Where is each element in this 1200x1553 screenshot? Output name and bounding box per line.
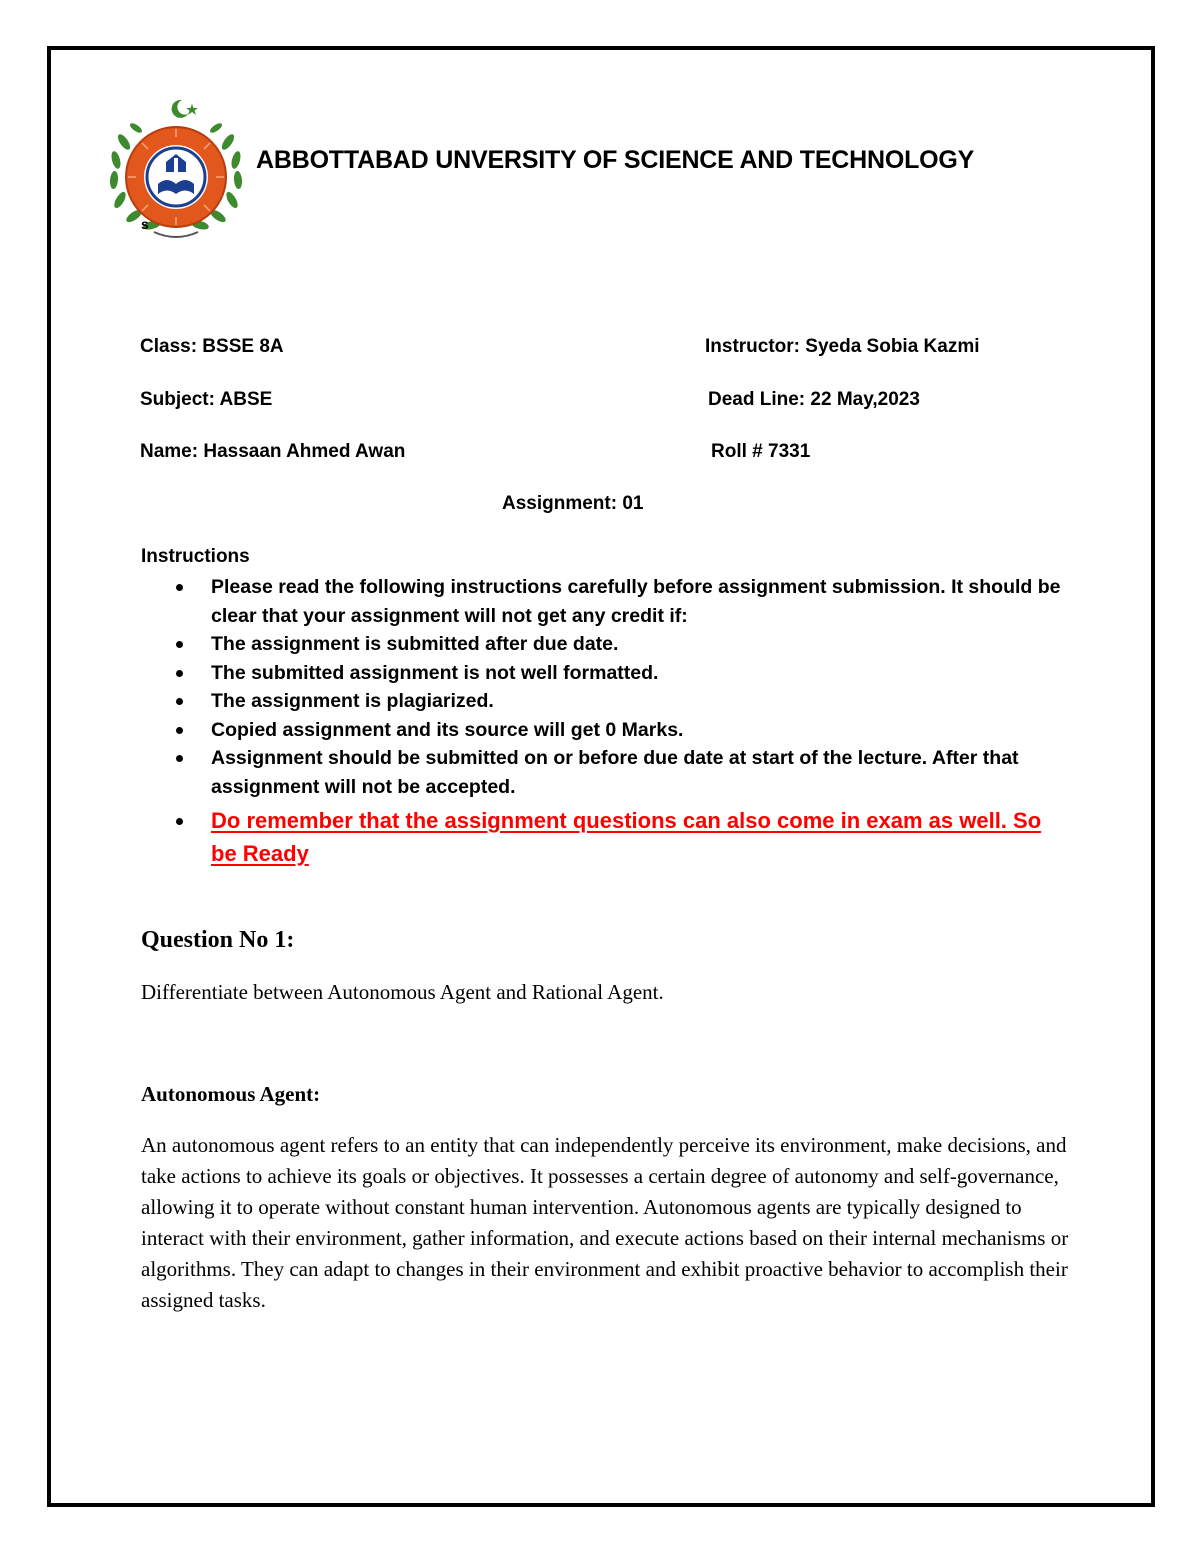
subject-field: Subject: ABSE [140, 389, 273, 410]
question-text: Differentiate between Autonomous Agent and Rational Agent. [141, 980, 664, 1004]
list-item [168, 659, 1068, 688]
bullet-icon [176, 670, 183, 677]
list-item [168, 573, 1068, 630]
list-item [168, 744, 1068, 801]
instructions-heading: Instructions [141, 546, 250, 567]
instruction-text: Assignment should be submitted on or before due date at start of the lecture. After that assignment will not be accepted. [211, 747, 1019, 798]
instruction-text: The assignment is plagiarized. [211, 690, 494, 712]
bullet-icon [176, 727, 183, 734]
bullet-icon [176, 755, 183, 762]
list-item [168, 687, 1068, 716]
list-item [168, 716, 1068, 745]
bullet-icon [176, 641, 183, 648]
deadline-field: Dead Line: 22 May,2023 [708, 389, 920, 410]
bullet-icon [176, 818, 183, 825]
warning-text: Do remember that the assignment questions can also come in exam as well. So be Ready [211, 808, 1042, 866]
university-seal-icon [104, 92, 248, 242]
class-field: Class: BSSE 8A [140, 336, 284, 357]
section-title: Autonomous Agent: [141, 1082, 321, 1106]
instruction-text: The assignment is submitted after due date. [211, 633, 619, 655]
warning-item [168, 804, 1068, 870]
roll-field: Roll # 7331 [711, 441, 811, 462]
instruction-text: The submitted assignment is not well formatted. [211, 661, 659, 684]
bullet-icon [176, 698, 183, 705]
bullet-icon [176, 584, 183, 591]
logo-caption: s [141, 216, 149, 232]
name-field: Name: Hassaan Ahmed Awan [140, 441, 406, 462]
university-name: ABBOTTABAD UNVERSITY OF SCIENCE AND TECHNOLOGY [256, 146, 975, 174]
assignment-title: Assignment: 01 [502, 493, 644, 514]
instruction-text: Please read the following instructions carefully before assignment submission. It should be clear that your assignment will not get any credit if: [211, 576, 1061, 627]
instructions-list [168, 573, 1068, 870]
question-title: Question No 1: [141, 927, 295, 953]
instructor-field: Instructor: Syeda Sobia Kazmi [705, 336, 980, 357]
instruction-text: Copied assignment and its source will get 0 Marks. [211, 718, 684, 741]
list-item [168, 630, 1068, 659]
section-paragraph: An autonomous agent refers to an entity that can independently perceive its environment, make decisions, and take actions to achieve its goals or objectives. It possesses a certain degree of autonomy and self-governance, allowing it to operate without constant human intervention. Autonomous agents are typically designed to interact with their environment, gather information, and execute actions based on their internal mechanisms or algorithms. They can adapt to changes in their environment and exhibit proactive behavior to accomplish their assigned tasks. [141, 1133, 1069, 1312]
